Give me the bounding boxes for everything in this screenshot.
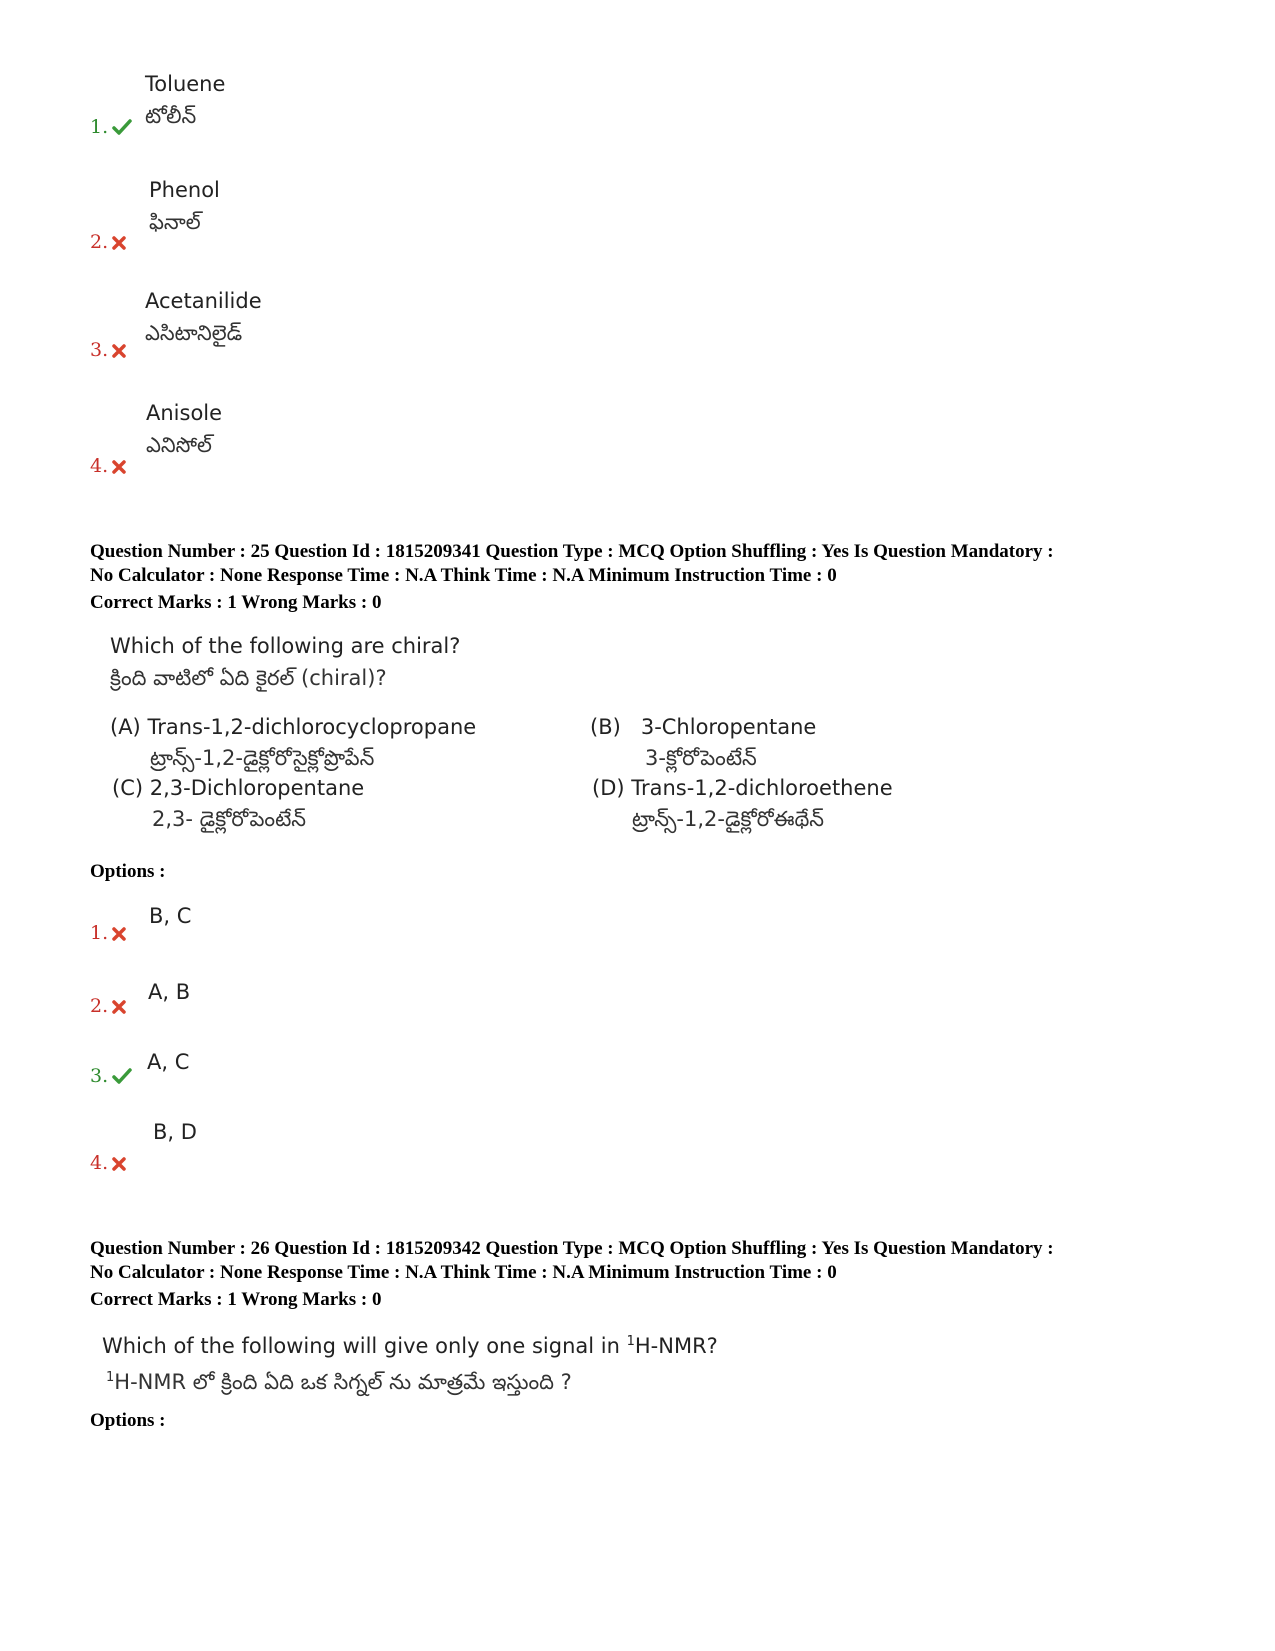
- cross-icon: [112, 341, 126, 363]
- q25-choice-c: [112, 773, 364, 835]
- question-text-te: $^1$H-NMR లో క్రింది ఏది ఒక సిగ్నల్ ను మాత్రమే ఇస్తుంది ?: [106, 1370, 572, 1394]
- option-text-en: Anisole: [146, 401, 223, 425]
- option-number: 2.: [90, 995, 109, 1017]
- q26-options-label: Options :: [90, 1410, 166, 1431]
- option-number: 3.: [90, 1065, 109, 1087]
- option-text-te: ఎనిసోల్: [146, 433, 212, 457]
- choice-label: (C): [112, 776, 144, 800]
- choice-text-en: 2,3-Dichloropentane: [149, 776, 365, 800]
- option-text-en: Phenol: [149, 178, 220, 202]
- q25-choice-b: [590, 712, 816, 774]
- question-meta-line2: No Calculator : None Response Time : N.A Think Time : N.A Minimum Instruction Time : 0: [90, 1262, 837, 1283]
- q25-meta: [90, 540, 1210, 615]
- question-meta-line1: Question Number : 25 Question Id : 1815209341 Question Type : MCQ Option Shuffling : Yes Is Question Mandatory :: [90, 541, 1054, 562]
- choice-label: (B): [590, 715, 621, 739]
- question-meta-line2: No Calculator : None Response Time : N.A Think Time : N.A Minimum Instruction Time : 0: [90, 565, 837, 586]
- q26-question: [102, 1326, 718, 1398]
- choice-text-te: 2,3- డైక్లోరోపెంటేన్: [152, 807, 307, 831]
- question-marks: Correct Marks : 1 Wrong Marks : 0: [90, 1289, 382, 1310]
- choice-text-te: 3-క్లోరోపెంటేన్: [645, 746, 757, 770]
- q25-options-label: Options :: [90, 861, 166, 882]
- choice-label: (D): [592, 776, 625, 800]
- choice-text-en: Trans-1,2-dichlorocyclopropane: [147, 715, 477, 739]
- cross-icon: [112, 997, 126, 1019]
- option-text-te: టోలీన్: [145, 104, 197, 128]
- option-text-en: Acetanilide: [145, 289, 262, 313]
- option-text: A, C: [147, 1050, 190, 1074]
- question-marks: Correct Marks : 1 Wrong Marks : 0: [90, 592, 382, 613]
- option-text: B, D: [153, 1120, 197, 1144]
- option-number: 4.: [90, 455, 109, 477]
- cross-icon: [112, 1154, 126, 1176]
- choice-text-en: Trans-1,2-dichloroethene: [631, 776, 893, 800]
- check-icon: [112, 1067, 132, 1089]
- option-text-te: ఫినాల్: [149, 210, 201, 234]
- q25-question: [110, 630, 460, 694]
- option-number: 3.: [90, 339, 109, 361]
- q25-choice-a: [110, 712, 476, 774]
- option-number: 4.: [90, 1152, 109, 1174]
- cross-icon: [112, 233, 126, 255]
- choice-label: (A): [110, 715, 141, 739]
- choice-text-te: ట్రాన్స్-1,2-డైక్లోరోఈథేన్: [632, 807, 825, 831]
- option-number: 2.: [90, 231, 109, 253]
- option-text-te: ఎసిటానిలైడ్: [145, 321, 243, 345]
- choice-text-en: 3-Chloropentane: [640, 715, 817, 739]
- option-text: A, B: [148, 980, 191, 1004]
- option-text-en: Toluene: [145, 72, 226, 96]
- question-text-te: క్రింది వాటిలో ఏది కైరల్ (chiral)?: [110, 666, 387, 690]
- option-text: B, C: [149, 904, 192, 928]
- choice-text-te: ట్రాన్స్-1,2-డైక్లోరోసైక్లోప్రొపేన్: [150, 746, 375, 770]
- question-text-en: Which of the following are chiral?: [110, 634, 461, 658]
- question-meta-line1: Question Number : 26 Question Id : 1815209342 Question Type : MCQ Option Shuffling : Yes Is Question Mandatory :: [90, 1238, 1054, 1259]
- option-number: 1.: [90, 922, 109, 944]
- check-icon: [112, 118, 132, 140]
- cross-icon: [112, 457, 126, 479]
- cross-icon: [112, 924, 126, 946]
- question-text-en: Which of the following will give only one signal in $^1$H-NMR?: [102, 1334, 718, 1358]
- option-number: 1.: [90, 116, 109, 138]
- q26-meta: [90, 1237, 1210, 1312]
- q25-choice-d: [592, 773, 893, 835]
